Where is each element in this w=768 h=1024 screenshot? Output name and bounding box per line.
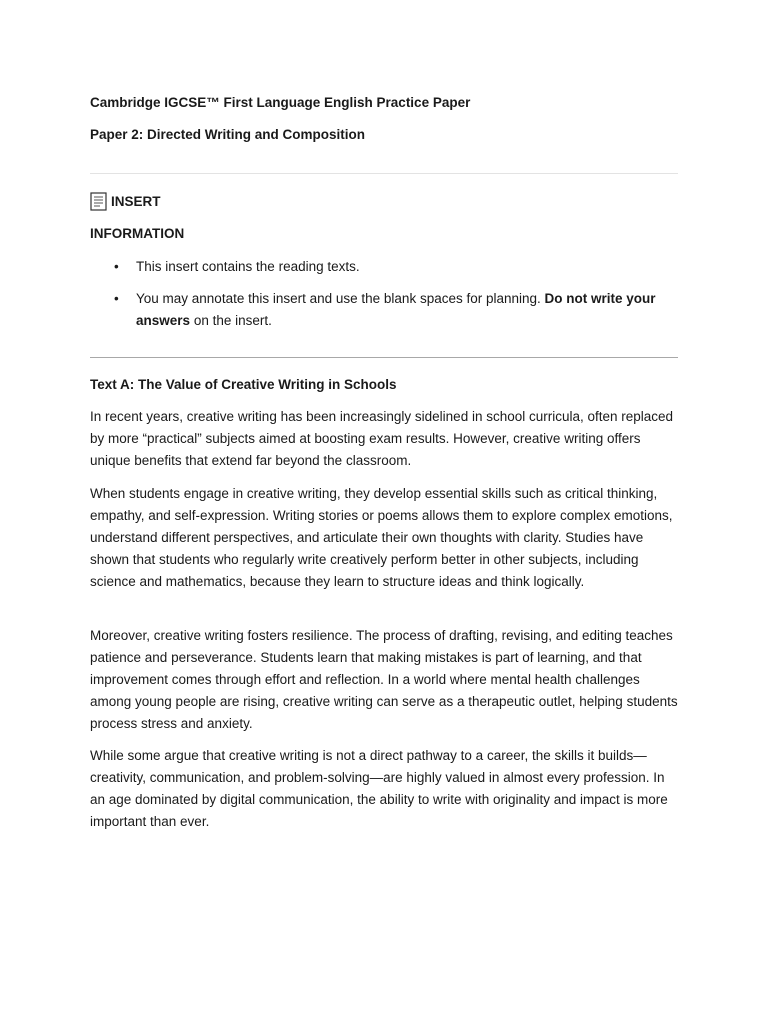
bullet-icon: •: [114, 291, 119, 306]
text-a-heading: Text A: The Value of Creative Writing in Schools: [90, 377, 397, 392]
text-a-paragraph-2: When students engage in creative writing, they develop essential skills such as critical thinking, empathy, and self-expression. Writing stories or poems allows them to explore complex emotions, understand different perspectives, and articulate their own thoughts with clarity. Studies have shown that students who regularly write creatively perform better in other subjects, including science and mathematics, because they learn to structure ideas and think logically.: [90, 486, 673, 589]
text-a-paragraph-3: Moreover, creative writing fosters resilience. The process of drafting, revising, and editing teaches patience and perseverance. Students learn that making mistakes is part of learning, and that improvement comes through effort and reflection. In a world where mental health challenges among young people are rising, creative writing can serve as a therapeutic outlet, helping students process stress and anxiety.: [90, 628, 678, 731]
bullet-text: on the insert.: [193, 313, 272, 328]
section-divider: [90, 357, 678, 358]
bullet-text: This insert contains the reading texts.: [136, 259, 360, 274]
document-icon: [90, 192, 107, 211]
information-list: [90, 256, 678, 342]
section-divider-light: [90, 173, 678, 174]
insert-label-row: [90, 191, 161, 211]
bullet-icon: •: [114, 259, 119, 274]
information-heading: INFORMATION: [90, 226, 185, 241]
bullet-text: You may annotate this insert and use the blank spaces for planning.: [136, 291, 541, 306]
paper-subtitle: Paper 2: Directed Writing and Composition: [90, 127, 366, 142]
list-item: [90, 256, 678, 278]
insert-heading: INSERT: [111, 193, 161, 209]
list-item: [90, 288, 678, 332]
bullet-bold-text: Do not write your answers: [136, 291, 656, 328]
paper-title: Cambridge IGCSE™ First Language English Practice Paper: [90, 95, 471, 110]
text-a-paragraph-1: In recent years, creative writing has been increasingly sidelined in school curricula, often replaced by more “practical” subjects aimed at boosting exam results. However, creative writing offers unique benefits that extend far beyond the classroom.: [90, 409, 674, 468]
text-a-paragraph-4: While some argue that creative writing is not a direct pathway to a career, the skills it builds—creativity, communication, and problem-solving—are highly valued in almost every profession. In an age dominated by digital communication, the ability to write with originality and impact is more important than ever.: [90, 748, 668, 829]
